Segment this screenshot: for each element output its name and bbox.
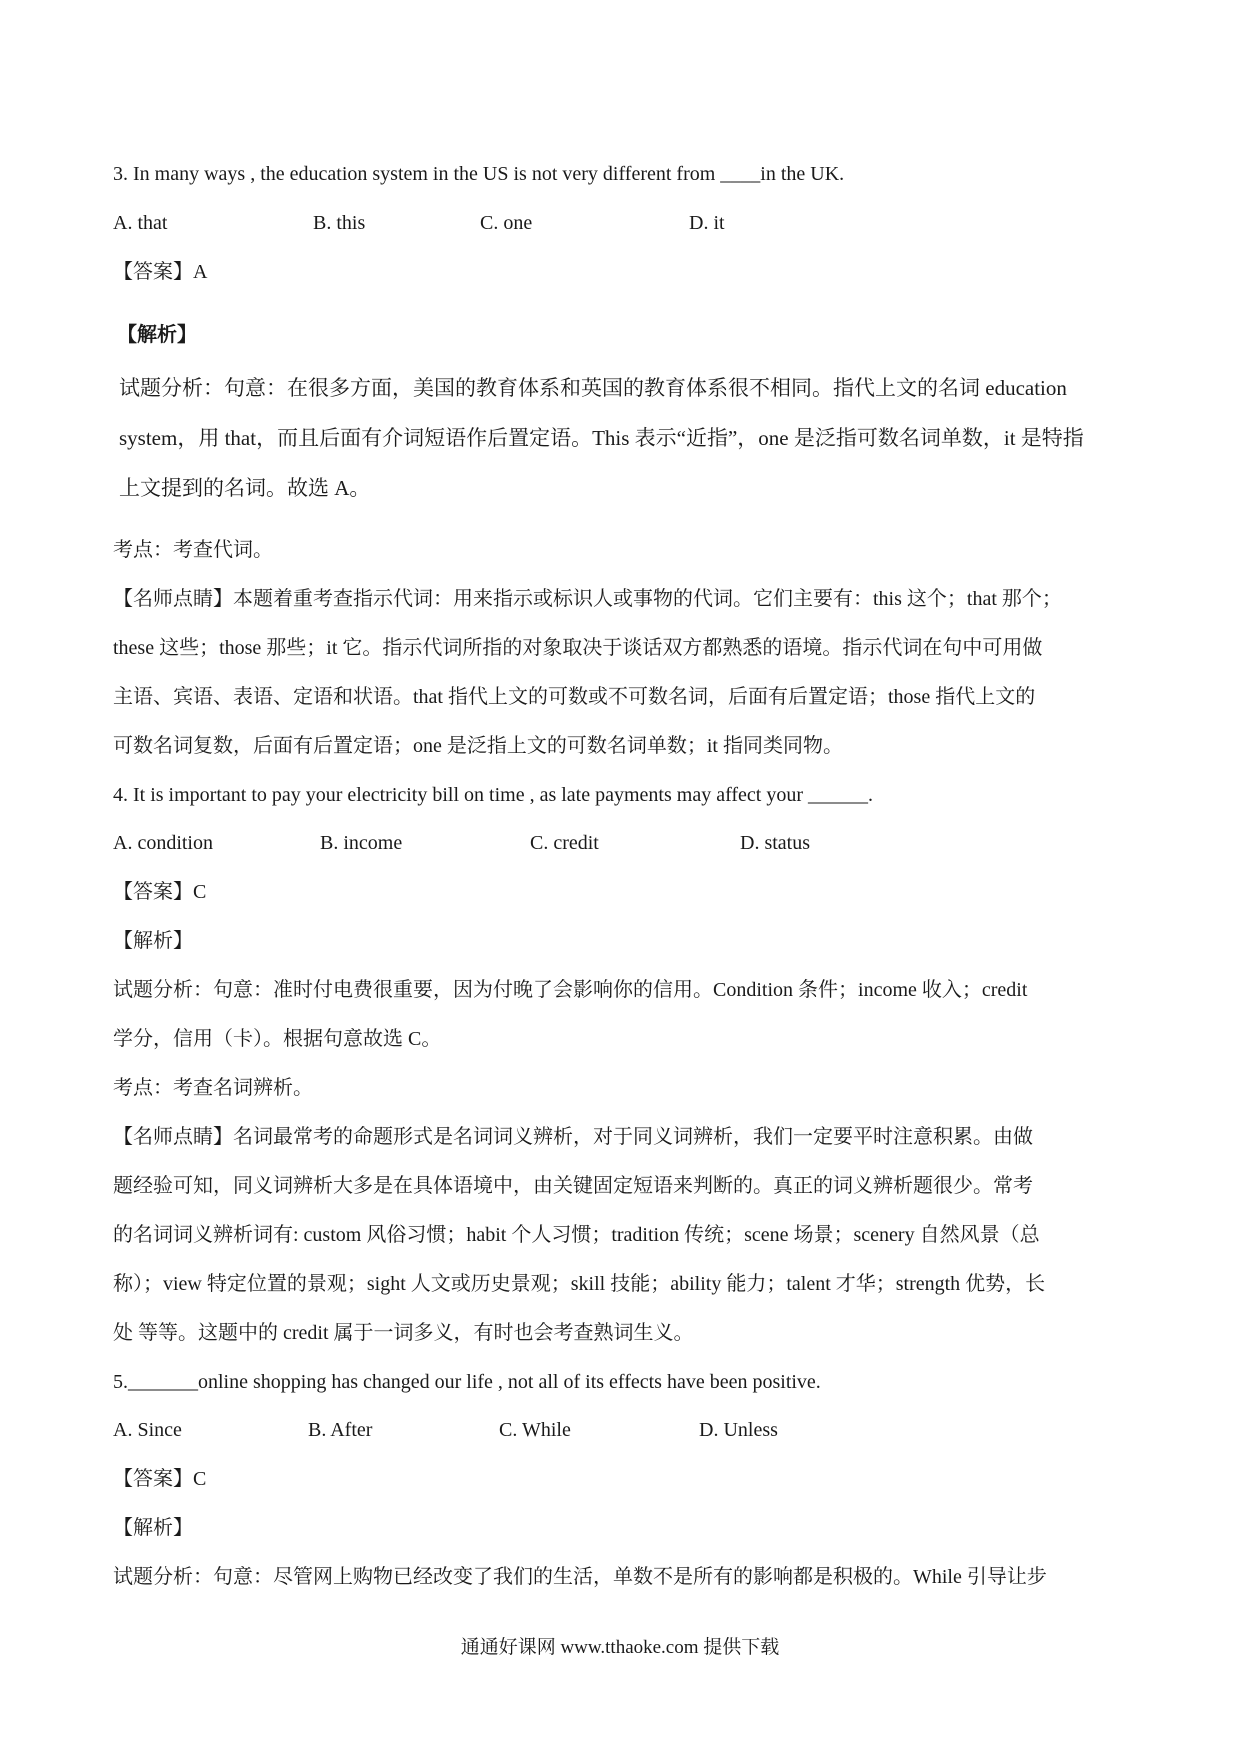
- q5-answer: 【答案】C: [113, 1468, 207, 1490]
- q4-tips-line-4: 称）；view 特定位置的景观；sight 人文或历史景观；skill 技能；ability 能力；talent 才华；strength 优势，长: [113, 1273, 1046, 1295]
- q3-option-a: A. that: [113, 212, 168, 234]
- page-footer: 通通好课网 www.tthaoke.com 提供下载: [460, 1637, 780, 1658]
- q3-tips-line-4: 可数名词复数，后面有后置定语；one 是泛指上文的可数名词单数；it 指同类同物。: [113, 735, 843, 757]
- q4-tips-line-1: 【名师点睛】名词最常考的命题形式是名词词义辨析，对于同义词辨析，我们一定要平时注意积累。由做: [113, 1126, 1033, 1148]
- q3-option-d: D. it: [689, 212, 725, 234]
- q4-tips-line-3: 的名词词义辨析词有: custom 风俗习惯；habit 个人习惯；tradition 传统；scene 场景；scenery 自然风景（总: [113, 1224, 1040, 1246]
- q5-option-c: C. While: [499, 1419, 571, 1441]
- q4-tips-line-5: 处 等等。这题中的 credit 属于一词多义，有时也会考查熟词生义。: [113, 1322, 694, 1344]
- q3-analysis-title: 【解析】: [117, 324, 197, 346]
- q4-analysis-line-2: 学分，信用（卡）。根据句意故选 C。: [113, 1028, 442, 1050]
- question-4: 4. It is important to pay your electricity bill on time , as late payments may affect your ______.: [113, 784, 873, 806]
- q3-analysis-line-1: 试题分析：句意：在很多方面，美国的教育体系和英国的教育体系很不相同。指代上文的名词 education: [119, 376, 1067, 400]
- q4-option-b: B. income: [320, 832, 403, 854]
- q3-point: 考点：考查代词。: [113, 539, 273, 561]
- q4-analysis-title: 【解析】: [113, 930, 193, 952]
- q5-option-d: D. Unless: [699, 1419, 778, 1441]
- q4-option-d: D. status: [740, 832, 810, 854]
- q3-option-b: B. this: [313, 212, 366, 234]
- q3-tips-line-3: 主语、宾语、表语、定语和状语。that 指代上文的可数或不可数名词，后面有后置定语；those 指代上文的: [113, 686, 1036, 708]
- question-5: 5._______online shopping has changed our life , not all of its effects have been positive.: [113, 1371, 821, 1393]
- q3-option-c: C. one: [480, 212, 533, 234]
- q4-point: 考点：考查名词辨析。: [113, 1077, 313, 1099]
- q5-analysis-title: 【解析】: [113, 1517, 193, 1539]
- q3-tips-line-1: 【名师点睛】本题着重考查指示代词：用来指示或标识人或事物的代词。它们主要有：this 这个；that 那个；: [113, 588, 1062, 610]
- q3-analysis-line-3: 上文提到的名词。故选 A。: [119, 476, 371, 500]
- q4-analysis-line-1: 试题分析：句意：准时付电费很重要，因为付晚了会影响你的信用。Condition 条件；income 收入；credit: [113, 979, 1028, 1001]
- q3-analysis-line-2: system，用 that，而且后面有介词短语作后置定语。This 表示“近指”，one 是泛指可数名词单数，it 是特指: [119, 426, 1084, 450]
- q3-tips-line-2: these 这些；those 那些；it 它。指示代词所指的对象取决于谈话双方都熟悉的语境。指示代词在句中可用做: [113, 637, 1043, 659]
- q4-answer: 【答案】C: [113, 881, 207, 903]
- q4-tips-line-2: 题经验可知，同义词辨析大多是在具体语境中，由关键固定短语来判断的。真正的词义辨析题很少。常考: [113, 1175, 1033, 1197]
- q5-option-b: B. After: [308, 1419, 373, 1441]
- q4-option-c: C. credit: [530, 832, 599, 854]
- q5-option-a: A. Since: [113, 1419, 182, 1441]
- q5-analysis-line-1: 试题分析：句意：尽管网上购物已经改变了我们的生活，单数不是所有的影响都是积极的。While 引导让步: [113, 1566, 1047, 1588]
- q3-answer: 【答案】A: [113, 261, 208, 283]
- q4-option-a: A. condition: [113, 832, 213, 854]
- question-3: 3. In many ways , the education system in the US is not very different from ____in the UK.: [113, 163, 845, 185]
